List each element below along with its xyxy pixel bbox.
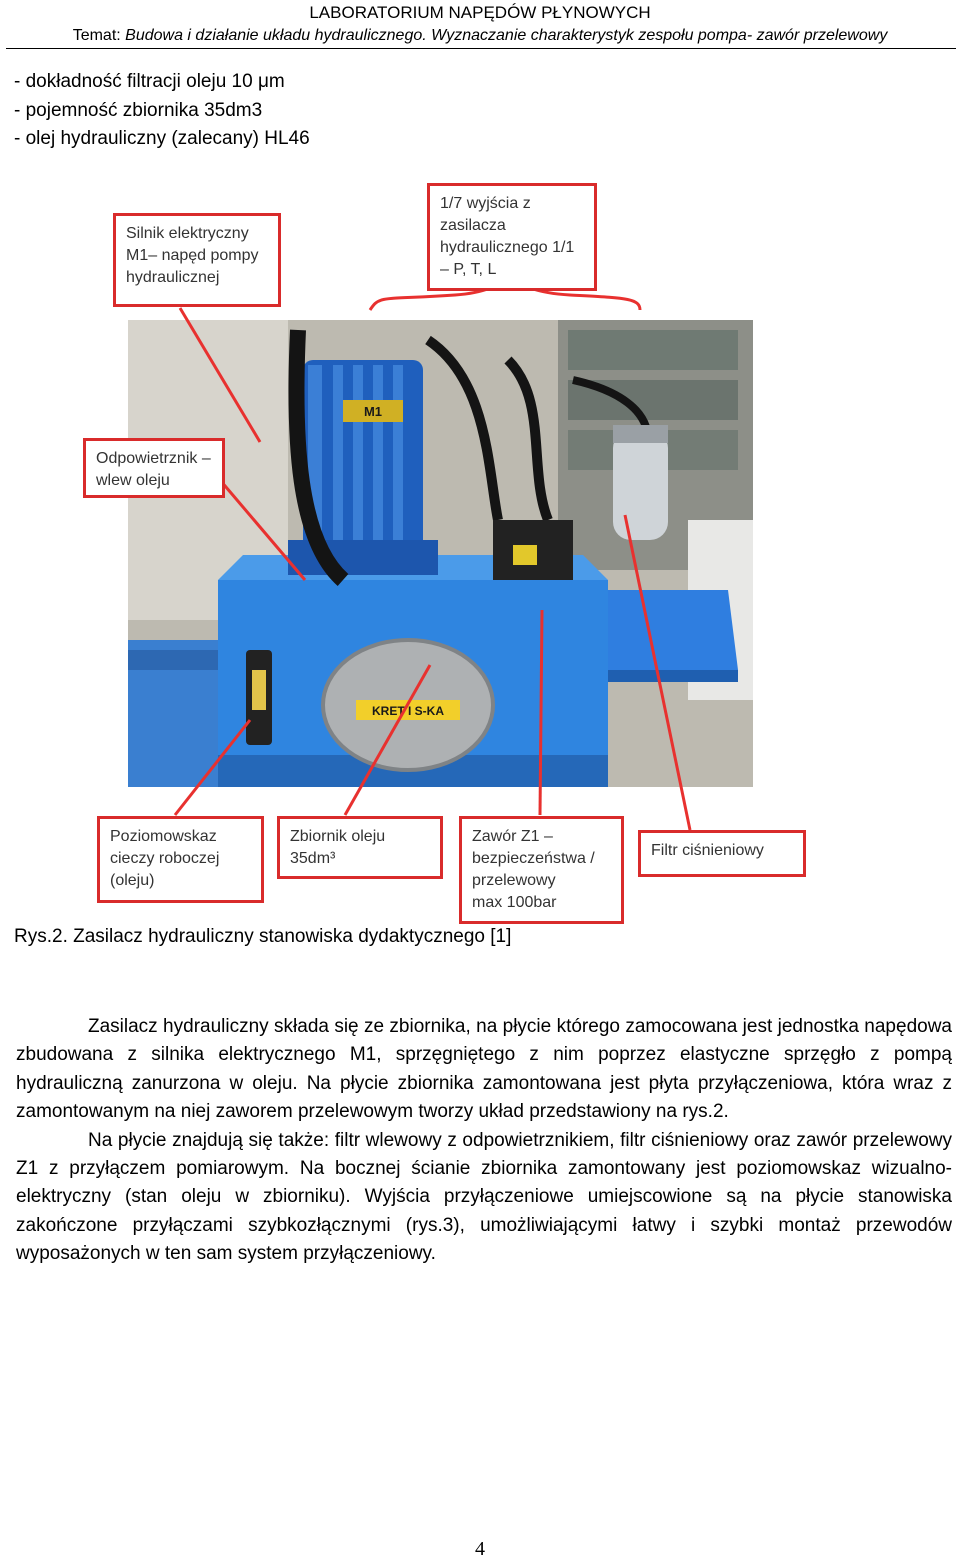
figure-caption: Rys.2. Zasilacz hydrauliczny stanowiska dydaktycznego [1] — [14, 926, 512, 947]
spec-filtration: - dokładność filtracji oleju 10 μm — [14, 71, 285, 92]
body-text — [16, 1013, 952, 1269]
page-header — [0, 0, 960, 50]
callout-relief-valve: Zawór Z1 – bezpieczeństwa / przelewowy max 100bar — [459, 816, 624, 924]
spec-tank-capacity: - pojemność zbiornika 35dm3 — [14, 99, 263, 121]
callout-motor: Silnik elektryczny M1– napęd pompy hydraulicznej — [113, 213, 281, 307]
page-number: 4 — [475, 1538, 485, 1560]
plate-brand-label: KRET I S-KA — [372, 704, 444, 718]
spec-list — [14, 68, 310, 154]
unit-photo — [128, 320, 753, 787]
topic-line — [0, 27, 960, 45]
callout-breather: Odpowietrznik – wlew oleju — [83, 438, 225, 498]
callout-level-gauge: Poziomowskaz cieczy roboczej (oleju) — [97, 816, 264, 903]
topic-prefix: Temat: — [72, 27, 126, 44]
unit-illustration — [128, 320, 753, 787]
header-rule — [6, 48, 956, 49]
paragraph-2: Na płycie znajdują się także: filtr wlewowy z odpowietrznikiem, filtr ciśnieniowy oraz zawór przelewowy Z1 z przyłączem pomiarowym. Na bocznej ścianie zbiornika zamontowany jest poziomowskaz wizualno-elektryczny (stan oleju w zbiorniku). Wyjścia przyłączeniowe umiejscowione są na płycie stanowiska zakończone przyłączami szybkozłącznymi (rys.3), umożliwiającymi łatwy i szybki montaż przewodów wyposażonych w ten sam system przyłączeniowy. — [16, 1129, 952, 1265]
motor-tag-label: M1 — [363, 404, 383, 419]
callout-tank: Zbiornik oleju 35dm³ — [277, 816, 443, 879]
topic-title: Budowa i działanie układu hydraulicznego. Wyznaczanie charakterystyk zespołu pompa- zawór przelewowy — [125, 27, 888, 44]
paragraph-1: Zasilacz hydrauliczny składa się ze zbiornika, na płycie którego zamocowana jest jednostka napędowa zbudowana z silnika elektrycznego M1, sprzęgniętego z nim poprzez elastyczne sprzęgło z pompą hydrauliczną zanurzona w oleju. Na płycie zbiornika zamontowana jest płyta przyłączeniowa, która wraz z zamontowanym na niej zaworem przelewowym tworzy układ przedstawiony na rys.2. — [16, 1016, 952, 1123]
spec-oil-type: - olej hydrauliczny (zalecany) HL46 — [14, 128, 310, 149]
callout-pressure-filter: Filtr ciśnieniowy — [638, 830, 806, 877]
lab-title: LABORATORIUM NAPĘDÓW PŁYNOWYCH — [309, 3, 651, 22]
figure-hydraulic-power-unit — [80, 180, 820, 925]
callout-outputs: 1/7 wyjścia z zasilacza hydraulicznego 1/1 – P, T, L — [427, 183, 597, 291]
